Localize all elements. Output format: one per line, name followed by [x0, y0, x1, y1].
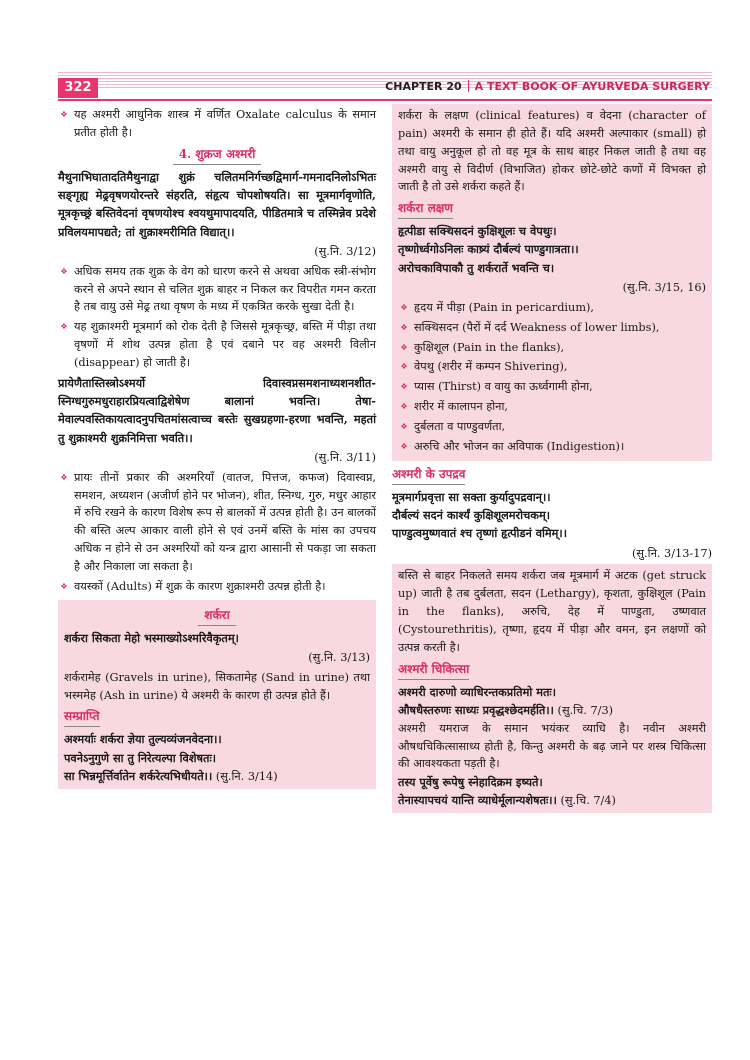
bullet-item: ❖ यह शुक्राश्मरी मूत्रमार्ग को रोक देती है जिससे मूत्रकृच्छ्र, बस्ति में पीड़ा तथा वृषणों में शोथ उत्पन्न होता है एवं दबाने पर वह अश्मरी विलीन (disappear) हो जाती है। — [58, 318, 376, 372]
bullet-item: ❖ वयस्कों (Adults) में शुक्र के कारण शुक्राश्मरी उत्पन्न होती है। — [58, 578, 376, 596]
sanskrit-verse-line: अश्मर्याः शर्करा ज्ञेया तुल्यव्यंजनवेदना।। — [64, 732, 222, 747]
sanskrit-verse: प्रायेणैतास्तिस्त्रोऽश्मर्यो दिवास्वप्नसमशनाध्यशनशीत-स्निग्धगुरुमधुराहारप्रियत्वाद्विशेषेण बालानां भवन्ति। तेषा-मेवाल्पवस्तिकायत्वादनुपचितमांसत्वाच्च बस्तेः सुखग्रहणा-हरणा भवन्ति, महतां तु शुक्राश्मरी शुक्रनिमित्ता भवति।। — [58, 375, 376, 445]
section-heading-upadrava: अश्मरी के उपद्रव — [392, 465, 712, 485]
sharkara-box — [58, 600, 376, 789]
list-item: ❖ हृदय में पीड़ा (Pain in pericardium), — [398, 299, 706, 317]
list-item: ❖ वेपथु (शरीर में कम्पन Shivering), — [398, 358, 706, 376]
list-item: ❖ सक्थिसदन (पैरों में दर्द Weakness of lower limbs), — [398, 319, 706, 337]
verse-reference: (सु.नि. 3/14) — [215, 770, 278, 783]
list-item: ❖ शरीर में कालापन होना, — [398, 398, 706, 416]
section-heading-lakshan: शर्करा लक्षण — [398, 199, 706, 219]
sanskrit-verse: मैथुनाभिघातादतिमैथुनाद्वा शुक्रं चलितमनिर्गच्छद्विमार्ग-गमनादनिलोऽभितः सङ्गृह्य मेढ्रवृषणयोरन्तरे संहरति, संहृत्य चोपशोषयति। सा मूत्रमार्गवृणोति, मूत्रकृच्छ्रं बस्तिवेदनां वृषणयोश्च श्वयथुमापादयति, पीडितमात्रे च तस्मिन्नेव प्रदेशे प्रविलयमापद्यते; तां शुक्राश्मरीमिति विद्यात्।। — [58, 169, 376, 239]
bullet-item: ❖ प्रायः तीनों प्रकार की अश्मरियाँ (वातज, पित्तज, कफज) दिवास्वप्न, समशन, अध्यशन (अजीर्ण होने पर भोजन), शीत, स्निग्ध, गुरु, मधुर आहार में रुचि रखने के कारण विशेष रूप से बालकों में उत्पन्न होती है। उन बालकों की बस्ति अल्प आकार वाली होने से एवं उनमें बस्ति के मांस का उपचय अधिक न होने से उन अश्मरियों को यन्त्र द्वारा आसानी से पकड़ा जा सकता है और निकाला जा सकता है। — [58, 469, 376, 576]
diamond-bullet-icon: ❖ — [60, 472, 68, 482]
sanskrit-verse-line: सा भिन्नमूर्त्तिर्वातेन शर्करेत्यभिधीयते।। (सु.नि. 3/14) — [64, 769, 278, 783]
diamond-bullet-icon: ❖ — [60, 322, 68, 332]
sanskrit-verse: शर्करा सिकता मेहो भस्माख्योऽश्मरिवैकृतम्। — [64, 630, 239, 645]
diamond-bullet-icon: ❖ — [400, 362, 408, 372]
sanskrit-verse-line: तस्य पूर्वेषु रूपेषु स्नेहादिक्रम इष्यते। — [398, 775, 543, 790]
sanskrit-verse-line: औषधैस्तरुणः साध्यः प्रवृद्धश्छेदमर्हति।। (सु.चि. 7/3) — [398, 702, 614, 717]
list-item: ❖ अरुचि और भोजन का अविपाक (Indigestion)। — [398, 438, 706, 456]
verse-reference: (सु.नि. 3/13-17) — [632, 546, 712, 560]
paragraph: बस्ति से बाहर निकलते समय शर्करा जब मूत्रमार्ग में अटक (get struck up) जाती है तब दुर्बलता, सदन (Lethargy), कृशता, कुक्षिशूल (Pain in the flanks), अरुचि, देह में पाण्डुता, उष्णवात (Cystourethritis), तृष्णा, हृदय में पीड़ा और वमन, इन लक्षणों को उत्पन्न करती है। — [398, 569, 706, 654]
bullet-item: ❖ यह अश्मरी आधुनिक शास्त्र में वर्णित Oxalate calculus के समान प्रतीत होती है। — [58, 106, 376, 142]
diamond-bullet-icon: ❖ — [60, 581, 68, 591]
verse-reference: (सु.चि. 7/3) — [557, 703, 614, 717]
verse-reference: (सु.नि. 3/15, 16) — [622, 281, 706, 295]
verse-reference: (सु.नि. 3/12) — [314, 244, 376, 258]
diamond-bullet-icon: ❖ — [400, 421, 408, 431]
chikitsa-box — [392, 564, 712, 813]
symptom-list — [398, 299, 706, 456]
section-heading-shukraja: 4. शुक्रज अश्मरी — [58, 145, 376, 165]
paragraph: अश्मरी यमराज के समान भयंकर व्याधि है। नवीन अश्मरी औषधचिकित्सासाध्य होती है, किन्तु अश्मरी के बढ़ जाने पर शस्त्र चिकित्सा की आवश्यकता पड़ती है। — [398, 721, 706, 771]
diamond-bullet-icon: ❖ — [400, 382, 408, 392]
diamond-bullet-icon: ❖ — [60, 266, 68, 276]
book-title: A TEXT BOOK OF AYURVEDA SURGERY — [474, 80, 710, 93]
header-rule — [58, 99, 712, 101]
sanskrit-verse-line: तेनास्यापचयं यान्ति व्याधेर्मूलान्यशेषतः।। (सु.चि. 7/4) — [398, 793, 616, 808]
sanskrit-verse-line: पवनेऽनुगुणे सा तु निरेत्यल्पा विशेषतः। — [64, 750, 217, 765]
verse-reference: (सु.नि. 3/11) — [314, 450, 376, 464]
verse-reference: (सु.नि. 3/13) — [308, 650, 370, 664]
section-heading-sharkara: शर्करा — [64, 606, 370, 626]
diamond-bullet-icon: ❖ — [400, 302, 408, 312]
sharkara-lakshan-box — [392, 104, 712, 461]
running-header — [385, 80, 710, 93]
diamond-bullet-icon: ❖ — [400, 342, 408, 352]
diamond-bullet-icon: ❖ — [400, 322, 408, 332]
list-item: ❖ कुक्षिशूल (Pain in the flanks), — [398, 339, 706, 357]
section-heading-chikitsa: अश्मरी चिकित्सा — [398, 660, 706, 680]
section-heading-samprapti: सम्प्राप्ति — [64, 707, 370, 727]
page-number: 322 — [58, 78, 98, 98]
verse-reference: (सु.चि. 7/4) — [560, 794, 616, 808]
paragraph: शर्करामेह (Gravels in urine), सिकतामेह (Sand in urine) तथा भस्ममेह (Ash in urine) ये अश्मरी के कारण ही उत्पन्न होते हैं। — [64, 670, 370, 702]
sanskrit-verse-line: दौर्बल्यं सदनं कार्श्यं कुक्षिशूलमरोचकम्। — [392, 507, 550, 522]
right-column — [392, 104, 712, 813]
left-column — [58, 104, 376, 789]
diamond-bullet-icon: ❖ — [60, 110, 68, 119]
diamond-bullet-icon: ❖ — [400, 402, 408, 412]
sanskrit-verse-line: तृष्णोर्ध्वगोऽनिलः काष्र्यं दौर्बल्यं पाण्डुगात्रता।। — [398, 242, 579, 257]
sanskrit-verse-line: अरोचकाविपाकौ तु शर्करार्ते भवन्ति च। — [398, 260, 555, 275]
bullet-item: ❖ अधिक समय तक शुक्र के वेग को धारण करने से अथवा अधिक स्त्री-संभोग करने से अपने स्थान से चलित शुक्र बाहर न निकल कर विपरीत गमन करता है तब वायु उसे मेढ्र तथा वृषण के मध्य में एकत्रित करके सुखा देती है। — [58, 263, 376, 317]
chapter-label: CHAPTER 20 — [385, 80, 462, 93]
list-item: ❖ दुर्बलता व पाण्डुवर्णता, — [398, 418, 706, 436]
sanskrit-verse-line: हृत्पीडा सक्थिसदनं कुक्षिशूलः च वेपथुः। — [398, 224, 557, 239]
sanskrit-verse-line: अश्मरी दारुणो व्याधिरन्तकप्रतिमो मतः। — [398, 684, 556, 699]
header-divider — [468, 80, 469, 92]
diamond-bullet-icon: ❖ — [400, 441, 408, 451]
list-item: ❖ प्यास (Thirst) व वायु का ऊर्ध्वगामी होना, — [398, 378, 706, 396]
sanskrit-verse-line: पाण्डुत्वमुष्णवातं श्च तृष्णां हृत्पीडनं वमिम्।। — [392, 526, 567, 541]
sanskrit-verse-line: मूत्रमार्गप्रवृत्ता सा सक्ता कुर्यादुपद्रवान्।। — [392, 489, 551, 504]
paragraph: शर्करा के लक्षण (clinical features) व वेदना (character of pain) अश्मरी के समान ही होते हैं। यदि अश्मरी अल्पाकार (small) हो तथा वायु अनुकूल हो तो वह मूत्र के साथ बाहर निकल जाती है तथा वह अश्मरी वायु से विदीर्ण (विभाजित) होकर छोटे-छोटे कणों में विभक्त हो जाती है तो उसे शर्करा कहते हैं। — [398, 109, 706, 194]
